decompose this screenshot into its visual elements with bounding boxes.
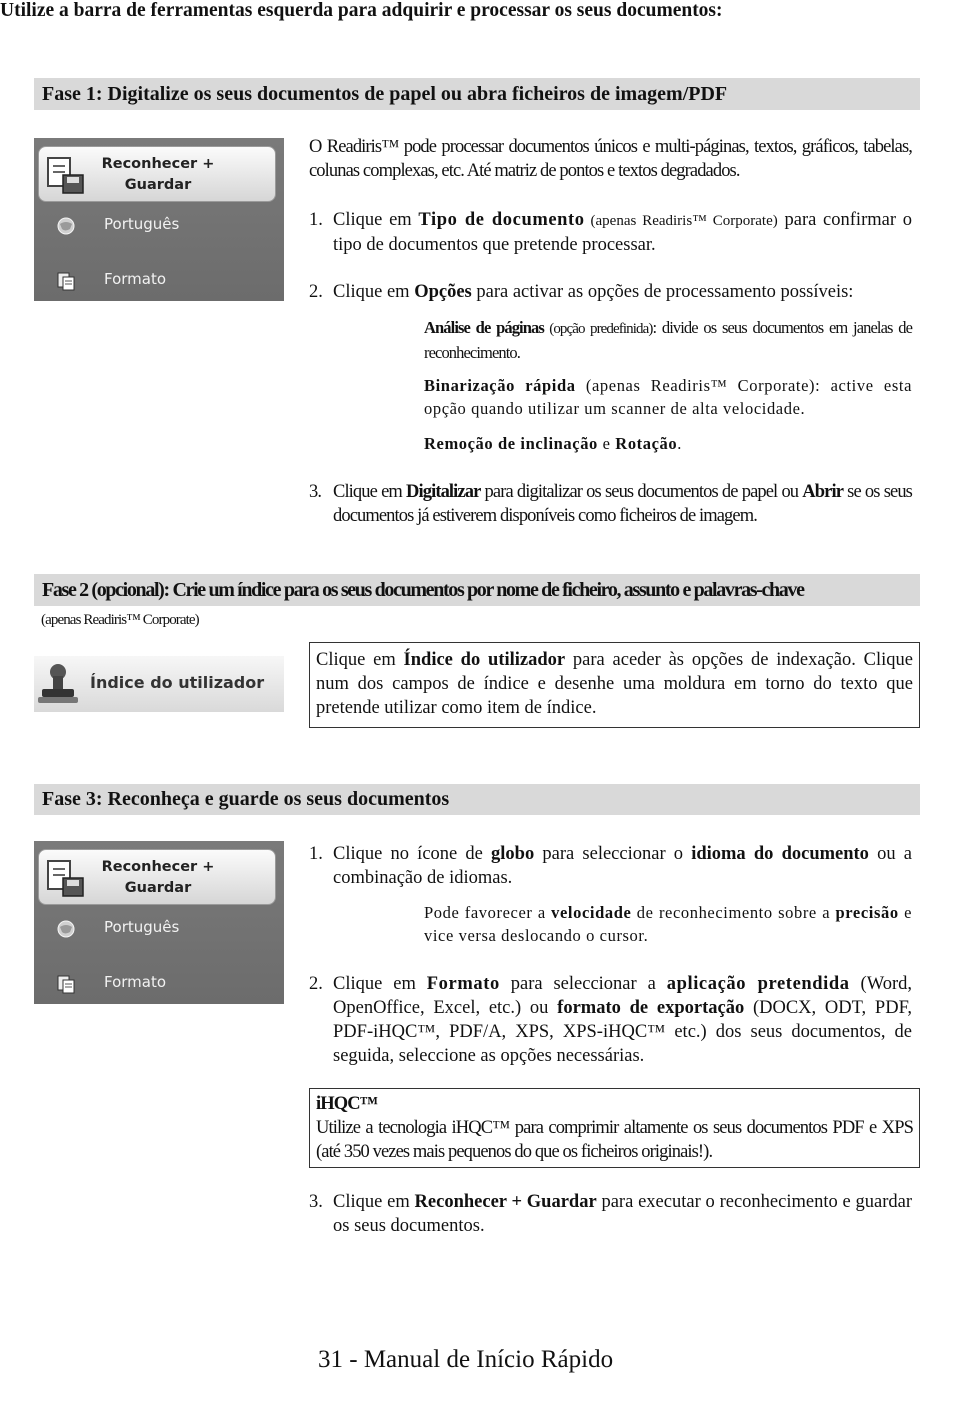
recognize-save-label: Reconhecer + Guardar	[414, 1192, 597, 1212]
step-number: 2.	[309, 974, 323, 994]
phase3-title: Fase 3: Reconheça e guarde os seus documentos	[34, 784, 920, 815]
text: para aceder às opções de indexação. Clique num dos campos de índice e desenhe uma moldura em torno do texto que pretende utilizar como item de índice.	[316, 650, 913, 718]
text: de reconhecimento sobre a	[631, 903, 836, 922]
text: Clique em	[333, 482, 407, 502]
user-index-label: Índice do utilizador	[90, 673, 265, 692]
text: Clique em	[333, 210, 419, 230]
button-label-line1: Reconhecer +	[101, 156, 215, 172]
text: para seleccionar a	[499, 974, 667, 994]
button-label-line2: Guardar	[124, 880, 192, 896]
phase2-info-box	[309, 642, 920, 728]
text: para activar as opções de processamento possíveis:	[471, 282, 854, 302]
open-label: Abrir	[802, 482, 844, 502]
text: Clique em	[333, 974, 427, 994]
text: : divide os seus documentos em janelas de reconhecimento.	[424, 318, 913, 362]
text: para executar o reconhecimento e guardar os seus documentos.	[333, 1192, 912, 1236]
rotation-label: Rotação	[615, 434, 678, 453]
text: se os seus documentos já estiverem disponíveis como ficheiros de imagem.	[333, 482, 912, 526]
export-format-label: formato de exportação	[557, 998, 745, 1018]
option-fast-binarization	[424, 374, 912, 420]
options-label: Opções	[414, 282, 472, 302]
text: Clique em	[333, 1192, 415, 1212]
ihqc-title: iHQC™	[316, 1094, 378, 1114]
accuracy-label: precisão	[835, 903, 899, 922]
recognize-save-button[interactable]	[38, 849, 276, 905]
text: para digitalizar os seus documentos de papel ou	[480, 482, 803, 502]
recognize-save-button[interactable]	[38, 146, 276, 202]
phase1-title: Fase 1: Digitalize os seus documentos de papel ou abra ficheiros de imagem/PDF	[34, 78, 920, 110]
document-save-icon	[45, 155, 87, 197]
step-number: 1.	[309, 210, 323, 230]
document-type-label: Tipo de documento	[418, 210, 585, 230]
phase3-step1	[309, 842, 912, 890]
phase2-title: Fase 2 (opcional): Crie um índice para os seus documentos por nome de ficheiro, assunto e palavras-chave	[34, 574, 920, 606]
page-analysis-label: Análise de páginas	[424, 318, 544, 337]
text: (DOCX, ODT, PDF, PDF-iHQC™, PDF/A, XPS, XPS-iHQC™ etc.) dos seus documentos, de seguida, seleccione as opções necessárias.	[333, 998, 912, 1066]
text: Pode favorecer a	[424, 903, 552, 922]
phase1-intro-text: O Readiris™ pode processar documentos únicos e multi-páginas, textos, gráficos, tabelas, colunas complexas, etc. Até matriz de pontos e textos degradados.	[309, 137, 912, 181]
format-text: Formato	[426, 974, 500, 994]
text: Clique em	[316, 650, 404, 670]
step-number: 1.	[309, 844, 323, 864]
ihqc-info-box	[309, 1088, 920, 1168]
language-label: Português	[104, 215, 180, 233]
option-page-analysis	[424, 316, 912, 364]
text: .	[677, 434, 682, 453]
text: e vice versa deslocando o cursor.	[424, 903, 912, 945]
phase3-speed-accuracy-note	[424, 901, 912, 947]
format-icon	[56, 271, 76, 291]
document-save-icon	[45, 858, 87, 900]
note: (opção predefinida)	[543, 321, 653, 337]
text: Clique em	[333, 282, 415, 302]
user-index-button[interactable]	[34, 656, 284, 712]
option-deskew-rotation	[424, 432, 912, 455]
stamp-icon	[34, 660, 84, 710]
text: ou a combinação de idiomas.	[333, 844, 912, 888]
phase1-step1	[309, 208, 912, 257]
format-label: Formato	[104, 973, 167, 991]
text: (apenas Readiris™ Corporate): active esta opção quando utilizar um scanner de alta velocidade.	[424, 376, 912, 418]
document-language-label: idioma do documento	[691, 844, 869, 864]
fast-binarization-label: Binarização rápida	[424, 376, 576, 395]
phase3-step3	[309, 1190, 912, 1238]
globe-icon	[56, 919, 76, 939]
text: Clique no ícone de	[333, 844, 492, 864]
globe-label: globo	[491, 844, 535, 864]
user-index-text: Índice do utilizador	[403, 650, 566, 670]
text: (Word, OpenOffice, Excel, etc.) ou	[333, 974, 912, 1018]
step-number: 3.	[309, 482, 322, 502]
deskew-label: Remoção de inclinação	[424, 434, 598, 453]
text: e	[597, 434, 616, 453]
phase1-step3	[309, 480, 912, 528]
button-label-line1: Reconhecer +	[101, 859, 215, 875]
format-icon	[56, 974, 76, 994]
step-number: 3.	[309, 1192, 323, 1212]
language-label: Português	[104, 918, 180, 936]
scan-label: Digitalizar	[406, 482, 481, 502]
page-footer: 31 - Manual de Início Rápido	[318, 1346, 614, 1373]
globe-icon	[56, 216, 76, 236]
ihqc-text: Utilize a tecnologia iHQC™ para comprimir altamente os seus documentos PDF e XPS (até 350 vezes mais pequenos do que os ficheiros originais!).	[316, 1118, 913, 1162]
format-label: Formato	[104, 270, 167, 288]
toolbar-panel-2	[34, 841, 284, 1004]
toolbar-panel-1	[34, 138, 284, 301]
phase3-step2	[309, 972, 912, 1068]
button-label-line2: Guardar	[124, 177, 192, 193]
text: para seleccionar o	[534, 844, 692, 864]
step-number: 2.	[309, 282, 323, 302]
phase2-note: (apenas Readiris™ Corporate)	[41, 612, 199, 628]
target-application-label: aplicação pretendida	[666, 974, 850, 994]
text: para confirmar o tipo de documentos que pretende processar.	[333, 210, 912, 255]
intro-heading: Utilize a barra de ferramentas esquerda para adquirir e processar os seus documentos:	[0, 0, 723, 21]
note: (apenas Readiris™ Corporate)	[584, 213, 778, 229]
phase1-step2	[309, 280, 912, 304]
speed-label: velocidade	[551, 903, 632, 922]
